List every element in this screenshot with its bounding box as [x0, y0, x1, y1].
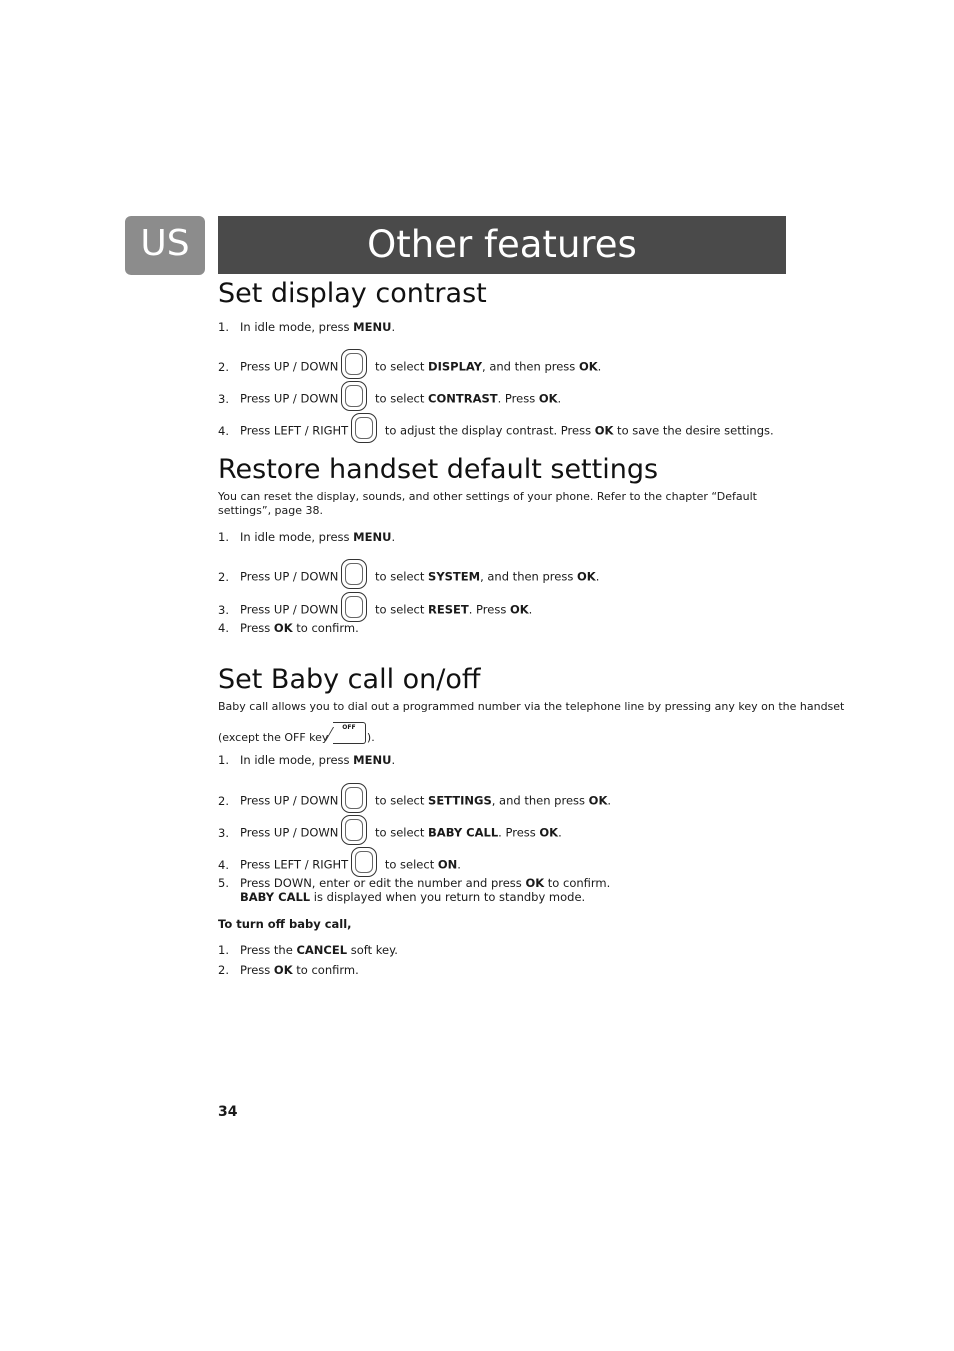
list-item: 4. Press OK to confirm. [218, 621, 359, 635]
list-item: 2. Press UP / DOWN to select DISPLAY, and then press OK. [218, 352, 601, 382]
list-item: 1. Press the CANCEL soft key. [218, 943, 398, 957]
list-item: 3. Press UP / DOWN to select BABY CALL. Press OK. [218, 818, 562, 848]
list-item: 5. Press DOWN, enter or edit the number and press OK to confirm. [218, 876, 611, 890]
list-item: 4. Press LEFT / RIGHT to adjust the display contrast. Press OK to save the desire settings. [218, 416, 774, 446]
list-item-continuation: BABY CALL is displayed when you return to standby mode. [240, 890, 586, 904]
navigation-key-icon [341, 381, 367, 411]
navigation-key-icon [341, 559, 367, 589]
list-item: 4. Press LEFT / RIGHT to select ON. [218, 850, 461, 880]
language-tab: US [125, 216, 205, 275]
navigation-key-icon [341, 783, 367, 813]
section-intro: You can reset the display, sounds, and other settings of your phone. Refer to the chapter “Default settings”, page 38. [218, 490, 757, 517]
section-intro: Baby call allows you to dial out a programmed number via the telephone line by pressing any key on the handset [218, 700, 845, 713]
off-key-icon: OFF [333, 722, 366, 744]
chapter-title: Other features [218, 216, 786, 274]
navigation-key-icon [351, 847, 377, 877]
list-item: 3. Press UP / DOWN to select CONTRAST. Press OK. [218, 384, 561, 414]
section-heading-display-contrast: Set display contrast [218, 278, 487, 309]
navigation-key-icon [341, 592, 367, 622]
list-item: 2. Press UP / DOWN to select SYSTEM, and then press OK. [218, 562, 599, 592]
subheading-turn-off: To turn off baby call, [218, 917, 352, 931]
section-intro-line2: (except the OFF key OFF). [218, 724, 375, 744]
list-item: 2. Press OK to confirm. [218, 963, 359, 977]
navigation-key-icon [341, 815, 367, 845]
navigation-key-icon [351, 413, 377, 443]
list-item: 3. Press UP / DOWN to select RESET. Press OK. [218, 595, 532, 625]
page-number: 34 [218, 1104, 238, 1120]
list-item: 1. In idle mode, press MENU. [218, 530, 396, 544]
list-item: 2. Press UP / DOWN to select SETTINGS, and then press OK. [218, 786, 611, 816]
section-heading-baby-call: Set Baby call on/off [218, 664, 481, 695]
section-heading-restore-defaults: Restore handset default settings [218, 454, 659, 485]
navigation-key-icon [341, 349, 367, 379]
list-item: 1. In idle mode, press MENU. [218, 320, 396, 334]
list-item: 1. In idle mode, press MENU. [218, 753, 396, 767]
